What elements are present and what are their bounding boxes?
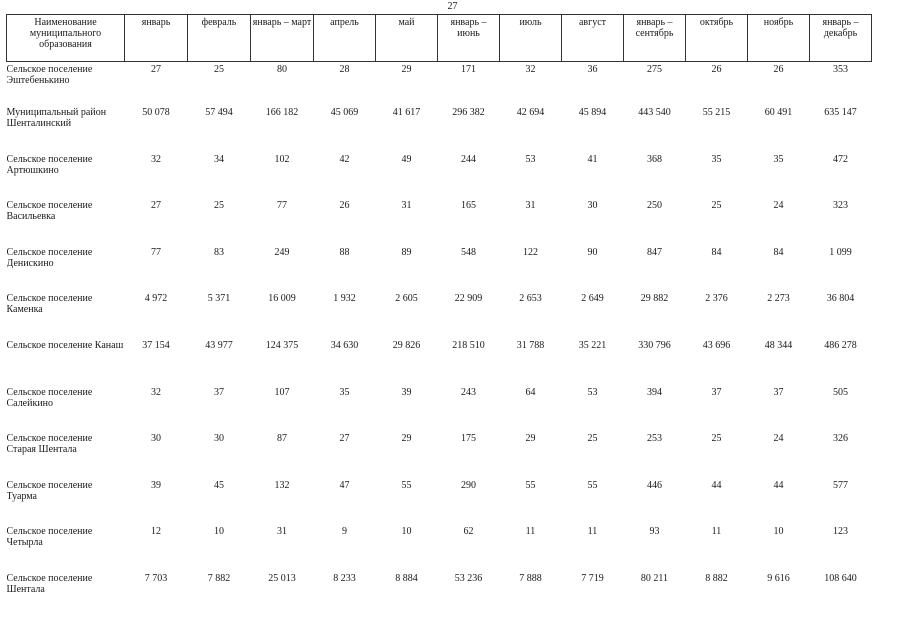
value-cell: 31 — [525, 200, 536, 212]
value-cell: 26 — [711, 64, 722, 75]
municipality-name-cell: Сельское поселение Артюшкино — [6, 153, 93, 176]
table-row — [7, 521, 872, 568]
value-cell: 53 — [525, 153, 536, 165]
column-header-february: февраль — [188, 15, 251, 62]
value-cell: 171 — [461, 64, 476, 75]
column-header-january: январь — [125, 15, 188, 62]
value-cell: 53 — [587, 386, 598, 398]
table-row — [7, 149, 872, 196]
table-row — [7, 62, 872, 103]
value-cell: 39 — [151, 479, 161, 491]
value-cell: 44 — [711, 479, 722, 491]
table-body — [7, 62, 872, 615]
value-cell: 43 696 — [702, 339, 731, 351]
value-cell: 24 — [773, 200, 784, 212]
value-cell: 35 221 — [578, 339, 607, 351]
value-cell: 55 — [525, 479, 536, 491]
value-cell: 36 — [587, 64, 598, 75]
value-cell: 847 — [647, 246, 662, 258]
value-cell: 41 — [587, 153, 598, 165]
value-cell: 30 — [587, 200, 598, 212]
value-cell: 34 — [214, 153, 224, 165]
value-cell: 11 — [525, 526, 536, 538]
value-cell: 37 — [773, 386, 784, 398]
column-header-october: октябрь — [686, 15, 748, 62]
table-row — [7, 428, 872, 475]
value-cell: 32 — [151, 153, 161, 165]
value-cell: 102 — [274, 153, 290, 165]
value-cell: 80 211 — [640, 572, 669, 584]
municipality-name-cell: Сельское поселение Васильевка — [6, 200, 93, 223]
value-cell: 323 — [833, 200, 848, 212]
value-cell: 132 — [274, 479, 290, 491]
value-cell: 90 — [587, 246, 598, 258]
value-cell: 41 617 — [392, 107, 421, 118]
municipality-name-cell: Сельское поселение Старая Шентала — [6, 433, 93, 456]
column-header-july: июль — [500, 15, 562, 62]
value-cell: 7 719 — [581, 572, 604, 584]
value-cell: 548 — [461, 246, 476, 258]
value-cell: 62 — [463, 526, 474, 538]
value-cell: 80 — [277, 64, 287, 75]
table-header-row — [7, 15, 872, 62]
value-cell: 35 — [711, 153, 722, 165]
value-cell: 505 — [833, 386, 848, 398]
value-cell: 11 — [711, 526, 722, 538]
value-cell: 29 882 — [640, 293, 669, 305]
value-cell: 296 382 — [452, 107, 485, 118]
value-cell: 60 491 — [764, 107, 793, 118]
value-cell: 31 788 — [516, 339, 545, 351]
value-cell: 275 — [647, 64, 662, 75]
value-cell: 29 — [401, 433, 412, 445]
value-cell: 353 — [833, 64, 848, 75]
value-cell: 2 653 — [519, 293, 542, 305]
value-cell: 64 — [525, 386, 536, 398]
value-cell: 26 — [773, 64, 784, 75]
value-cell: 29 826 — [392, 339, 421, 351]
value-cell: 24 — [773, 433, 784, 445]
table-row — [7, 335, 872, 382]
value-cell: 243 — [461, 386, 476, 398]
value-cell: 218 510 — [452, 339, 485, 351]
value-cell: 7 703 — [144, 572, 168, 584]
value-cell: 123 — [833, 526, 848, 538]
value-cell: 22 909 — [454, 293, 483, 305]
value-cell: 10 — [214, 526, 224, 538]
statistics-table — [6, 14, 872, 615]
value-cell: 27 — [151, 200, 161, 212]
value-cell: 8 884 — [395, 572, 418, 584]
column-header-9m-total: январь – сентябрь — [624, 15, 686, 62]
municipality-name-cell: Сельское поселение Салейкино — [6, 386, 93, 409]
value-cell: 45 894 — [578, 107, 607, 118]
municipality-name-cell: Сельское поселение Денискино — [6, 246, 93, 269]
value-cell: 2 273 — [767, 293, 790, 305]
value-cell: 37 — [214, 386, 224, 398]
municipality-name-cell: Сельское поселение Туарма — [6, 479, 93, 502]
page-number: 27 — [447, 1, 458, 12]
value-cell: 28 — [339, 64, 350, 75]
value-cell: 29 — [525, 433, 536, 445]
value-cell: 35 — [339, 386, 350, 398]
value-cell: 47 — [339, 479, 350, 491]
value-cell: 9 616 — [767, 572, 790, 584]
value-cell: 34 630 — [330, 339, 359, 351]
value-cell: 244 — [461, 153, 476, 165]
table-row — [7, 102, 872, 149]
column-header-name: Наименование муниципального образования — [7, 15, 125, 62]
value-cell: 10 — [401, 526, 412, 538]
value-cell: 446 — [647, 479, 662, 491]
column-header-q1-total: январь – март — [251, 15, 314, 62]
value-cell: 25 — [587, 433, 598, 445]
value-cell: 84 — [711, 246, 722, 258]
value-cell: 45 069 — [330, 107, 359, 118]
table-row — [7, 568, 872, 615]
value-cell: 472 — [833, 153, 848, 165]
value-cell: 26 — [339, 200, 350, 212]
value-cell: 175 — [461, 433, 476, 445]
value-cell: 55 — [401, 479, 412, 491]
value-cell: 10 — [773, 526, 784, 538]
value-cell: 2 649 — [581, 293, 604, 305]
municipality-name-cell: Сельское поселение Каменка — [6, 293, 93, 316]
value-cell: 49 — [401, 153, 412, 165]
value-cell: 36 804 — [826, 293, 855, 305]
value-cell: 88 — [339, 246, 350, 258]
value-cell: 45 — [214, 479, 224, 491]
value-cell: 12 — [151, 526, 161, 538]
value-cell: 4 972 — [144, 293, 168, 305]
value-cell: 50 078 — [142, 107, 170, 118]
value-cell: 27 — [151, 64, 161, 75]
value-cell: 31 — [277, 526, 287, 538]
column-header-november: ноябрь — [748, 15, 810, 62]
value-cell: 11 — [587, 526, 598, 538]
value-cell: 77 — [151, 246, 161, 258]
value-cell: 394 — [647, 386, 662, 398]
value-cell: 87 — [277, 433, 287, 445]
column-header-h1-total: январь – июнь — [438, 15, 500, 62]
value-cell: 165 — [461, 200, 476, 212]
value-cell: 1 099 — [829, 246, 852, 258]
value-cell: 37 154 — [142, 339, 170, 351]
value-cell: 253 — [647, 433, 662, 445]
value-cell: 77 — [277, 200, 287, 212]
value-cell: 1 932 — [333, 293, 356, 305]
value-cell: 57 494 — [205, 107, 233, 118]
column-header-may: май — [376, 15, 438, 62]
value-cell: 577 — [833, 479, 848, 491]
value-cell: 250 — [647, 200, 662, 212]
value-cell: 43 977 — [205, 339, 233, 351]
value-cell: 44 — [773, 479, 784, 491]
municipality-name-cell: Сельское поселение Канаш — [6, 339, 124, 351]
value-cell: 55 — [587, 479, 598, 491]
value-cell: 55 215 — [702, 107, 731, 118]
value-cell: 7 882 — [207, 572, 231, 584]
value-cell: 37 — [711, 386, 722, 398]
value-cell: 30 — [151, 433, 161, 445]
value-cell: 122 — [523, 246, 538, 258]
column-header-year-total: январь – декабрь — [810, 15, 872, 62]
municipality-name-cell: Сельское поселение Шентала — [6, 572, 93, 595]
value-cell: 25 — [711, 433, 722, 445]
value-cell: 486 278 — [824, 339, 857, 351]
value-cell: 89 — [401, 246, 412, 258]
value-cell: 39 — [401, 386, 412, 398]
value-cell: 166 182 — [265, 107, 299, 118]
value-cell: 31 — [401, 200, 412, 212]
table-row — [7, 242, 872, 289]
column-header-april: апрель — [314, 15, 376, 62]
value-cell: 330 796 — [638, 339, 671, 351]
value-cell: 48 344 — [764, 339, 793, 351]
table-row — [7, 475, 872, 522]
value-cell: 35 — [773, 153, 784, 165]
value-cell: 16 009 — [268, 293, 296, 305]
value-cell: 25 013 — [268, 572, 296, 584]
value-cell: 2 605 — [395, 293, 418, 305]
municipality-name-cell: Сельское поселение Эштебенькино — [6, 64, 93, 86]
table-row — [7, 382, 872, 429]
value-cell: 124 375 — [265, 339, 299, 351]
column-header-august: август — [562, 15, 624, 62]
value-cell: 29 — [401, 64, 412, 75]
value-cell: 368 — [647, 153, 662, 165]
value-cell: 30 — [214, 433, 224, 445]
value-cell: 9 — [342, 526, 347, 538]
value-cell: 53 236 — [454, 572, 483, 584]
value-cell: 93 — [649, 526, 660, 538]
value-cell: 290 — [461, 479, 476, 491]
value-cell: 249 — [274, 246, 290, 258]
value-cell: 443 540 — [638, 107, 671, 118]
value-cell: 107 — [274, 386, 290, 398]
value-cell: 27 — [339, 433, 350, 445]
value-cell: 84 — [773, 246, 784, 258]
table-row — [7, 288, 872, 335]
municipality-name-cell: Муниципальный район Шенталинский — [6, 107, 107, 129]
municipality-name-cell: Сельское поселение Четырла — [6, 526, 93, 549]
value-cell: 25 — [214, 200, 224, 212]
value-cell: 25 — [214, 64, 224, 75]
value-cell: 5 371 — [207, 293, 231, 305]
value-cell: 32 — [151, 386, 161, 398]
value-cell: 32 — [525, 64, 536, 75]
value-cell: 25 — [711, 200, 722, 212]
value-cell: 8 882 — [705, 572, 728, 584]
value-cell: 83 — [214, 246, 224, 258]
value-cell: 108 640 — [824, 572, 857, 584]
value-cell: 326 — [833, 433, 848, 445]
table-row — [7, 195, 872, 242]
value-cell: 635 147 — [824, 107, 857, 118]
value-cell: 8 233 — [333, 572, 356, 584]
value-cell: 2 376 — [705, 293, 728, 305]
value-cell: 42 — [339, 153, 350, 165]
value-cell: 7 888 — [519, 572, 542, 584]
value-cell: 42 694 — [516, 107, 545, 118]
